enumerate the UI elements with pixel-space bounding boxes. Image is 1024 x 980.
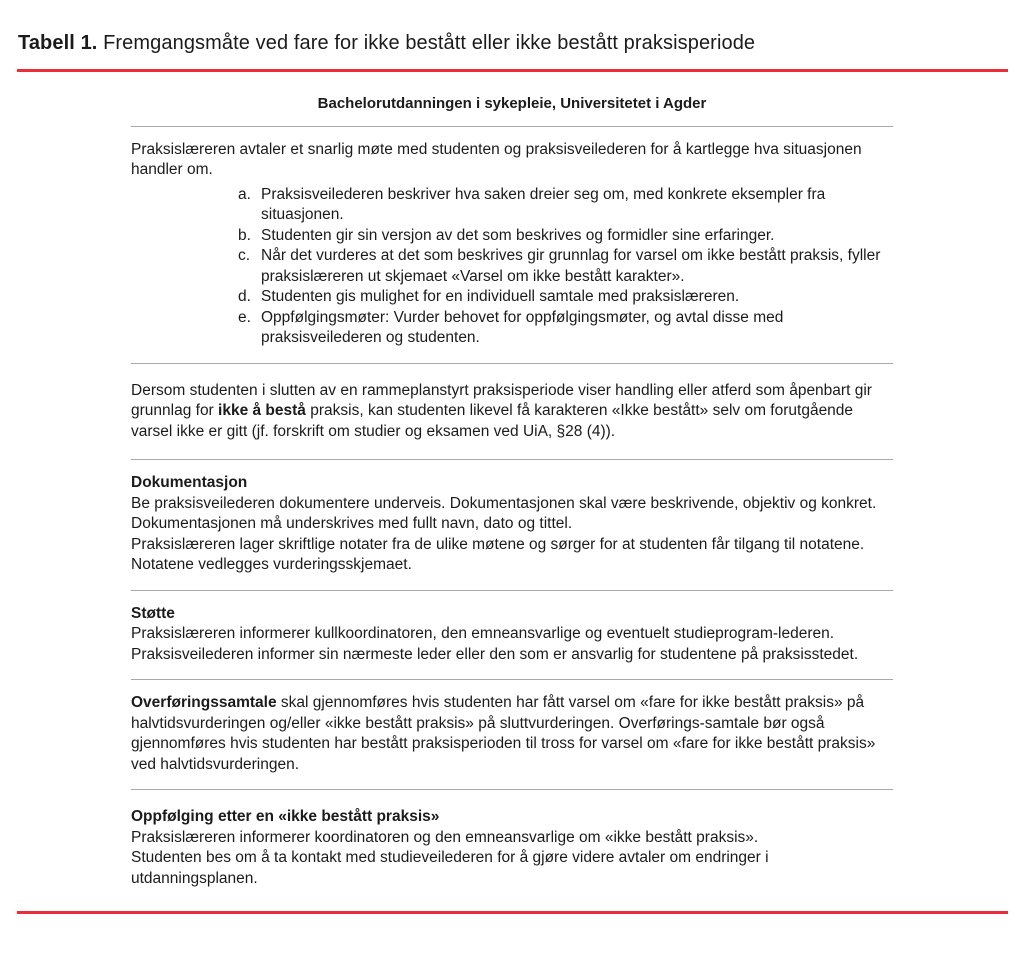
list-item-marker: e. xyxy=(238,308,251,326)
no-warning-paragraph xyxy=(131,381,893,443)
section-overforingssamtale xyxy=(131,680,893,789)
section-procedure xyxy=(131,127,893,363)
overforingssamtale-post: skal gjennomføres hvis studenten har fått varsel om «fare for ikke bestått praksis» på halvtidsvurderingen og/eller «ikke bestått praksis» på sluttvurderingen. Overførings-samtale bør også gjennomføres hvis studenten har bestått praksisperioden til tross for varsel om «fare for ikke bestått praksis» ved halvtidsvurderingen. xyxy=(131,694,876,773)
section-heading: Oppfølging etter en «ikke bestått praksis» xyxy=(131,808,440,825)
dokumentasjon-paragraph: Praksislæreren lager skriftlige notater fra de ulike møtene og sørger for at studenten får tilgang til notatene. Notatene vedlegges vurderingsskjemaet. xyxy=(131,535,865,573)
list-item xyxy=(131,287,893,308)
list-item-text: Studenten gis mulighet for en individuell samtale med praksislæreren. xyxy=(261,288,740,305)
list-item xyxy=(131,185,893,226)
no-warning-post: praksis, kan studenten likevel få karakteren «Ikke bestått» selv om forutgående varsel ikke er gitt (jf. forskrift om studier og eksamen ved UiA, §28 (4)). xyxy=(131,402,854,440)
overforingssamtale-bold: Overføringssamtale xyxy=(131,694,277,711)
list-item-text: Studenten gir sin versjon av det som beskrives og formidler sine erfaringer. xyxy=(261,226,775,244)
list-item-marker: b. xyxy=(238,226,251,244)
overforingssamtale-paragraph xyxy=(131,693,893,775)
bottom-red-rule xyxy=(17,911,1008,914)
list-item xyxy=(131,226,893,247)
list-item-marker: a. xyxy=(238,185,251,203)
top-red-rule xyxy=(17,69,1008,72)
list-item-text: Praksisveilederen beskriver hva saken dreier seg om, med konkrete eksempler fra situasjonen. xyxy=(261,185,826,223)
list-item-marker: c. xyxy=(238,247,251,264)
section-stotte xyxy=(131,591,893,680)
lettered-list xyxy=(131,185,893,349)
list-item xyxy=(131,246,893,287)
table-caption xyxy=(0,0,1024,55)
section-no-warning xyxy=(131,364,893,460)
list-item xyxy=(131,308,893,349)
no-warning-pre: Dersom studenten i slutten av en rammeplanstyrt praksisperiode viser handling eller atferd som åpenbart gir grunnlag for xyxy=(131,381,872,419)
section-heading: Støtte xyxy=(131,604,175,622)
list-item-marker: d. xyxy=(238,288,251,305)
section-dokumentasjon xyxy=(131,460,893,590)
list-item-text: Oppfølgingsmøter: Vurder behovet for oppfølgingsmøter, og avtal disse med praksisveilederen og studenten. xyxy=(261,308,784,346)
no-warning-bold: ikke å bestå xyxy=(218,402,306,419)
list-item-text: Når det vurderes at det som beskrives gir grunnlag for varsel om ikke bestått praksis, fyller praksislæreren ut skjemaet «Varsel om ikke bestått karakter». xyxy=(261,247,881,285)
dokumentasjon-paragraph: Be praksisveilederen dokumentere underveis. Dokumentasjonen skal være beskrivende, objektiv og konkret. Dokumentasjonen må underskrives med fullt navn, dato og tittel. xyxy=(131,494,877,532)
oppfolging-paragraph: Praksislæreren informerer koordinatoren og den emneansvarlige om «ikke bestått praksis». xyxy=(131,828,759,846)
stotte-paragraph: Praksisveilederen informer sin nærmeste leder eller den som er ansvarlig for studentene på praksisstedet. xyxy=(131,645,859,663)
table-caption-label: Tabell 1. xyxy=(18,32,98,54)
section-oppfolging xyxy=(131,790,893,911)
table-content xyxy=(131,94,893,911)
section-heading: Dokumentasjon xyxy=(131,474,248,491)
stotte-paragraph: Praksislæreren informerer kullkoordinatoren, den emneansvarlige og eventuelt studieprogram-lederen. xyxy=(131,625,835,642)
table-column-header: Bachelorutdanningen i sykepleie, Universitetet i Agder xyxy=(317,95,707,112)
table-caption-title: Fremgangsmåte ved fare for ikke bestått eller ikke bestått praksisperiode xyxy=(97,32,756,54)
procedure-intro-paragraph: Praksislæreren avtaler et snarlig møte med studenten og praksisveilederen for å kartlegge hva situasjonen handler om. xyxy=(131,140,862,178)
oppfolging-paragraph: Studenten bes om å ta kontakt med studieveilederen for å gjøre videre avtaler om endringer i utdanningsplanen. xyxy=(131,849,769,887)
